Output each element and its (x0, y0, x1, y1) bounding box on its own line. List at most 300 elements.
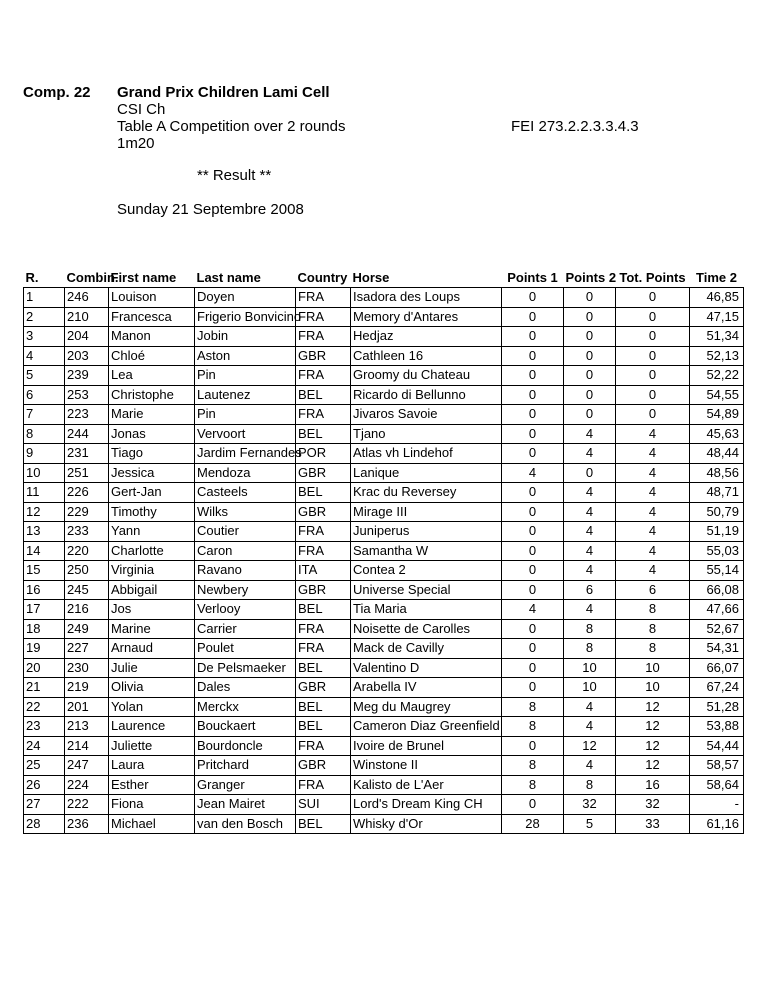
cell-last-name: Merckx (195, 697, 296, 717)
cell-first-name: Jos (109, 600, 195, 620)
cell-points-2: 4 (564, 483, 616, 503)
cell-horse: Kalisto de L'Aer (351, 775, 502, 795)
cell-last-name: Frigerio Bonvicino (195, 307, 296, 327)
cell-country: FRA (296, 366, 351, 386)
col-header-points-2: Points 2 (565, 270, 617, 285)
cell-country: BEL (296, 658, 351, 678)
cell-combination: 216 (65, 600, 109, 620)
cell-country: FRA (296, 541, 351, 561)
table-row (24, 288, 744, 308)
cell-time-2: 54,31 (690, 639, 744, 659)
cell-total-points: 0 (616, 307, 690, 327)
cell-rank: 17 (24, 600, 65, 620)
cell-points-1: 0 (502, 307, 564, 327)
cell-points-1: 0 (502, 561, 564, 581)
cell-horse: Universe Special (351, 580, 502, 600)
cell-horse: Samantha W (351, 541, 502, 561)
table-row (24, 483, 744, 503)
cell-first-name: Jonas (109, 424, 195, 444)
cell-points-1: 28 (502, 814, 564, 834)
table-row (24, 756, 744, 776)
cell-rank: 6 (24, 385, 65, 405)
cell-time-2: 54,55 (690, 385, 744, 405)
cell-points-1: 0 (502, 541, 564, 561)
cell-first-name: Esther (109, 775, 195, 795)
cell-time-2: 50,79 (690, 502, 744, 522)
cell-country: GBR (296, 502, 351, 522)
cell-first-name: Laura (109, 756, 195, 776)
cell-points-1: 0 (502, 580, 564, 600)
cell-country: BEL (296, 600, 351, 620)
cell-rank: 3 (24, 327, 65, 347)
cell-total-points: 12 (616, 717, 690, 737)
cell-total-points: 8 (616, 639, 690, 659)
cell-horse: Ricardo di Bellunno (351, 385, 502, 405)
cell-combination: 246 (65, 288, 109, 308)
cell-rank: 23 (24, 717, 65, 737)
cell-horse: Memory d'Antares (351, 307, 502, 327)
cell-points-1: 0 (502, 385, 564, 405)
cell-country: SUI (296, 795, 351, 815)
cell-total-points: 12 (616, 736, 690, 756)
cell-first-name: Francesca (109, 307, 195, 327)
cell-time-2: 47,66 (690, 600, 744, 620)
cell-combination: 230 (65, 658, 109, 678)
cell-country: FRA (296, 327, 351, 347)
table-row (24, 405, 744, 425)
cell-points-2: 10 (564, 658, 616, 678)
cell-combination: 249 (65, 619, 109, 639)
cell-rank: 18 (24, 619, 65, 639)
table-row (24, 463, 744, 483)
col-header-combination: Combin. (66, 270, 119, 285)
cell-total-points: 0 (616, 346, 690, 366)
cell-rank: 16 (24, 580, 65, 600)
table-row (24, 541, 744, 561)
cell-points-1: 4 (502, 600, 564, 620)
cell-points-2: 0 (564, 366, 616, 386)
cell-horse: Hedjaz (351, 327, 502, 347)
table-row (24, 814, 744, 834)
cell-first-name: Tiago (109, 444, 195, 464)
cell-last-name: Poulet (195, 639, 296, 659)
cell-points-1: 8 (502, 697, 564, 717)
cell-total-points: 6 (616, 580, 690, 600)
cell-horse: Atlas vh Lindehof (351, 444, 502, 464)
cell-time-2: 51,19 (690, 522, 744, 542)
cell-points-2: 8 (564, 619, 616, 639)
cell-points-2: 10 (564, 678, 616, 698)
cell-total-points: 4 (616, 502, 690, 522)
cell-country: FRA (296, 288, 351, 308)
cell-last-name: Mendoza (195, 463, 296, 483)
cell-rank: 7 (24, 405, 65, 425)
col-header-last-name: Last name (196, 270, 261, 285)
cell-last-name: Caron (195, 541, 296, 561)
cell-horse: Mirage III (351, 502, 502, 522)
table-row (24, 736, 744, 756)
cell-combination: 214 (65, 736, 109, 756)
cell-country: GBR (296, 346, 351, 366)
cell-first-name: Yann (109, 522, 195, 542)
cell-points-1: 0 (502, 444, 564, 464)
cell-last-name: van den Bosch (195, 814, 296, 834)
cell-horse: Mack de Cavilly (351, 639, 502, 659)
cell-first-name: Manon (109, 327, 195, 347)
cell-country: GBR (296, 463, 351, 483)
cell-points-1: 0 (502, 502, 564, 522)
cell-rank: 21 (24, 678, 65, 698)
table-header-row (24, 267, 744, 288)
cell-rank: 5 (24, 366, 65, 386)
cell-first-name: Gert-Jan (109, 483, 195, 503)
cell-time-2: 54,89 (690, 405, 744, 425)
cell-points-1: 0 (502, 736, 564, 756)
cell-points-2: 0 (564, 307, 616, 327)
table-row (24, 775, 744, 795)
cell-points-2: 4 (564, 444, 616, 464)
cell-first-name: Laurence (109, 717, 195, 737)
cell-rank: 2 (24, 307, 65, 327)
cell-horse: Isadora des Loups (351, 288, 502, 308)
cell-country: FRA (296, 639, 351, 659)
cell-last-name: De Pelsmaeker (195, 658, 296, 678)
cell-points-2: 0 (564, 405, 616, 425)
cell-points-2: 4 (564, 561, 616, 581)
results-table (23, 267, 744, 834)
cell-last-name: Ravano (195, 561, 296, 581)
cell-points-1: 0 (502, 639, 564, 659)
cell-points-2: 4 (564, 522, 616, 542)
cell-points-1: 0 (502, 424, 564, 444)
cell-time-2: 58,64 (690, 775, 744, 795)
cell-first-name: Olivia (109, 678, 195, 698)
cell-country: BEL (296, 385, 351, 405)
cell-first-name: Lea (109, 366, 195, 386)
cell-first-name: Christophe (109, 385, 195, 405)
cell-last-name: Verlooy (195, 600, 296, 620)
cell-points-2: 32 (564, 795, 616, 815)
col-header-total-points: Tot. Points (619, 270, 686, 285)
cell-time-2: 66,08 (690, 580, 744, 600)
table-row (24, 561, 744, 581)
cell-rank: 4 (24, 346, 65, 366)
cell-last-name: Wilks (195, 502, 296, 522)
cell-combination: 203 (65, 346, 109, 366)
cell-points-1: 8 (502, 717, 564, 737)
cell-first-name: Julie (109, 658, 195, 678)
cell-total-points: 8 (616, 600, 690, 620)
cell-total-points: 10 (616, 678, 690, 698)
cell-total-points: 0 (616, 327, 690, 347)
cell-last-name: Casteels (195, 483, 296, 503)
cell-horse: Winstone II (351, 756, 502, 776)
cell-time-2: 51,34 (690, 327, 744, 347)
cell-time-2: 52,67 (690, 619, 744, 639)
cell-first-name: Jessica (109, 463, 195, 483)
table-row (24, 327, 744, 347)
cell-rank: 11 (24, 483, 65, 503)
cell-last-name: Doyen (195, 288, 296, 308)
table-row (24, 444, 744, 464)
cell-points-2: 4 (564, 600, 616, 620)
cell-last-name: Jobin (195, 327, 296, 347)
cell-horse: Lanique (351, 463, 502, 483)
col-header-country: Country (297, 270, 348, 285)
cell-combination: 236 (65, 814, 109, 834)
cell-horse: Cathleen 16 (351, 346, 502, 366)
table-row (24, 385, 744, 405)
competition-date: Sunday 21 Septembre 2008 (117, 201, 304, 218)
cell-combination: 231 (65, 444, 109, 464)
cell-horse: Contea 2 (351, 561, 502, 581)
cell-horse: Jivaros Savoie (351, 405, 502, 425)
cell-points-1: 0 (502, 327, 564, 347)
cell-points-1: 0 (502, 405, 564, 425)
cell-combination: 250 (65, 561, 109, 581)
cell-time-2: 48,44 (690, 444, 744, 464)
cell-combination: 253 (65, 385, 109, 405)
cell-country: ITA (296, 561, 351, 581)
cell-horse: Juniperus (351, 522, 502, 542)
cell-horse: Meg du Maugrey (351, 697, 502, 717)
cell-country: GBR (296, 580, 351, 600)
cell-first-name: Virginia (109, 561, 195, 581)
cell-time-2: 52,22 (690, 366, 744, 386)
table-row (24, 600, 744, 620)
cell-country: FRA (296, 775, 351, 795)
table-row (24, 639, 744, 659)
cell-last-name: Vervoort (195, 424, 296, 444)
cell-points-1: 0 (502, 483, 564, 503)
cell-rank: 24 (24, 736, 65, 756)
cell-combination: 229 (65, 502, 109, 522)
cell-last-name: Granger (195, 775, 296, 795)
cell-rank: 15 (24, 561, 65, 581)
cell-combination: 210 (65, 307, 109, 327)
cell-combination: 220 (65, 541, 109, 561)
cell-total-points: 32 (616, 795, 690, 815)
competition-subtitle: CSI Ch (117, 101, 166, 118)
table-row (24, 522, 744, 542)
table-row (24, 795, 744, 815)
cell-time-2: 48,71 (690, 483, 744, 503)
cell-time-2: 58,57 (690, 756, 744, 776)
cell-first-name: Marie (109, 405, 195, 425)
cell-total-points: 4 (616, 541, 690, 561)
cell-last-name: Pin (195, 366, 296, 386)
cell-rank: 19 (24, 639, 65, 659)
cell-points-1: 0 (502, 288, 564, 308)
cell-rank: 14 (24, 541, 65, 561)
cell-total-points: 4 (616, 561, 690, 581)
cell-last-name: Pin (195, 405, 296, 425)
cell-horse: Krac du Reversey (351, 483, 502, 503)
cell-country: BEL (296, 717, 351, 737)
cell-total-points: 12 (616, 697, 690, 717)
cell-combination: 247 (65, 756, 109, 776)
cell-rank: 27 (24, 795, 65, 815)
cell-first-name: Yolan (109, 697, 195, 717)
cell-points-2: 4 (564, 756, 616, 776)
cell-rank: 13 (24, 522, 65, 542)
cell-last-name: Jean Mairet (195, 795, 296, 815)
cell-total-points: 4 (616, 522, 690, 542)
cell-last-name: Coutier (195, 522, 296, 542)
cell-horse: Groomy du Chateau (351, 366, 502, 386)
table-row (24, 307, 744, 327)
cell-rank: 8 (24, 424, 65, 444)
table-row (24, 678, 744, 698)
cell-rank: 25 (24, 756, 65, 776)
cell-points-2: 4 (564, 502, 616, 522)
cell-points-2: 0 (564, 288, 616, 308)
cell-total-points: 4 (616, 463, 690, 483)
cell-combination: 226 (65, 483, 109, 503)
table-row (24, 346, 744, 366)
cell-country: FRA (296, 736, 351, 756)
cell-country: FRA (296, 522, 351, 542)
competition-height: 1m20 (117, 135, 155, 152)
cell-horse: Lord's Dream King CH (351, 795, 502, 815)
cell-first-name: Arnaud (109, 639, 195, 659)
table-row (24, 424, 744, 444)
cell-time-2: 51,28 (690, 697, 744, 717)
cell-time-2: 61,16 (690, 814, 744, 834)
cell-first-name: Marine (109, 619, 195, 639)
cell-horse: Ivoire de Brunel (351, 736, 502, 756)
cell-points-2: 12 (564, 736, 616, 756)
cell-rank: 20 (24, 658, 65, 678)
competition-title: Grand Prix Children Lami Cell (117, 84, 330, 101)
cell-horse: Tia Maria (351, 600, 502, 620)
cell-total-points: 4 (616, 483, 690, 503)
cell-points-1: 8 (502, 775, 564, 795)
cell-last-name: Bouckaert (195, 717, 296, 737)
cell-last-name: Jardim Fernandes (195, 444, 296, 464)
cell-points-2: 0 (564, 327, 616, 347)
cell-time-2: 55,03 (690, 541, 744, 561)
table-row (24, 697, 744, 717)
cell-time-2: 45,63 (690, 424, 744, 444)
cell-combination: 201 (65, 697, 109, 717)
cell-last-name: Bourdoncle (195, 736, 296, 756)
cell-country: BEL (296, 814, 351, 834)
cell-country: GBR (296, 678, 351, 698)
cell-combination: 219 (65, 678, 109, 698)
cell-last-name: Pritchard (195, 756, 296, 776)
table-row (24, 619, 744, 639)
cell-horse: Arabella IV (351, 678, 502, 698)
cell-points-1: 4 (502, 463, 564, 483)
table-row (24, 580, 744, 600)
cell-first-name: Michael (109, 814, 195, 834)
cell-total-points: 8 (616, 619, 690, 639)
cell-first-name: Abbigail (109, 580, 195, 600)
table-row (24, 717, 744, 737)
cell-total-points: 4 (616, 424, 690, 444)
cell-combination: 244 (65, 424, 109, 444)
cell-country: BEL (296, 424, 351, 444)
cell-rank: 9 (24, 444, 65, 464)
cell-country: FRA (296, 405, 351, 425)
cell-combination: 224 (65, 775, 109, 795)
cell-first-name: Louison (109, 288, 195, 308)
cell-country: BEL (296, 697, 351, 717)
cell-rank: 28 (24, 814, 65, 834)
cell-horse: Noisette de Carolles (351, 619, 502, 639)
cell-combination: 233 (65, 522, 109, 542)
fei-reference: FEI 273.2.2.3.3.4.3 (511, 118, 639, 135)
cell-total-points: 0 (616, 366, 690, 386)
cell-time-2: - (690, 795, 744, 815)
cell-points-1: 0 (502, 795, 564, 815)
cell-points-1: 0 (502, 346, 564, 366)
cell-points-2: 0 (564, 463, 616, 483)
cell-last-name: Dales (195, 678, 296, 698)
cell-country: BEL (296, 483, 351, 503)
comp-label: Comp. 22 (23, 84, 91, 101)
cell-combination: 239 (65, 366, 109, 386)
cell-combination: 245 (65, 580, 109, 600)
cell-combination: 223 (65, 405, 109, 425)
cell-total-points: 0 (616, 288, 690, 308)
cell-time-2: 52,13 (690, 346, 744, 366)
cell-country: FRA (296, 307, 351, 327)
cell-country: FRA (296, 619, 351, 639)
cell-points-2: 4 (564, 541, 616, 561)
cell-time-2: 66,07 (690, 658, 744, 678)
cell-points-1: 0 (502, 658, 564, 678)
cell-first-name: Juliette (109, 736, 195, 756)
cell-rank: 1 (24, 288, 65, 308)
cell-total-points: 16 (616, 775, 690, 795)
cell-points-2: 6 (564, 580, 616, 600)
cell-total-points: 4 (616, 444, 690, 464)
cell-points-1: 0 (502, 522, 564, 542)
cell-country: POR (296, 444, 351, 464)
cell-points-1: 8 (502, 756, 564, 776)
cell-rank: 26 (24, 775, 65, 795)
cell-time-2: 46,85 (690, 288, 744, 308)
cell-horse: Valentino D (351, 658, 502, 678)
cell-points-2: 4 (564, 697, 616, 717)
cell-points-1: 0 (502, 366, 564, 386)
cell-total-points: 10 (616, 658, 690, 678)
cell-points-1: 0 (502, 678, 564, 698)
cell-combination: 251 (65, 463, 109, 483)
cell-last-name: Aston (195, 346, 296, 366)
table-row (24, 658, 744, 678)
cell-time-2: 53,88 (690, 717, 744, 737)
cell-total-points: 33 (616, 814, 690, 834)
cell-rank: 10 (24, 463, 65, 483)
cell-horse: Tjano (351, 424, 502, 444)
cell-first-name: Fiona (109, 795, 195, 815)
cell-first-name: Chloé (109, 346, 195, 366)
cell-time-2: 55,14 (690, 561, 744, 581)
cell-points-2: 5 (564, 814, 616, 834)
col-header-first-name: First name (110, 270, 177, 285)
cell-combination: 213 (65, 717, 109, 737)
cell-points-2: 4 (564, 717, 616, 737)
table-row (24, 502, 744, 522)
result-label: ** Result ** (197, 167, 272, 184)
cell-points-2: 8 (564, 775, 616, 795)
cell-time-2: 67,24 (690, 678, 744, 698)
col-header-points-1: Points 1 (507, 270, 558, 285)
table-row (24, 366, 744, 386)
